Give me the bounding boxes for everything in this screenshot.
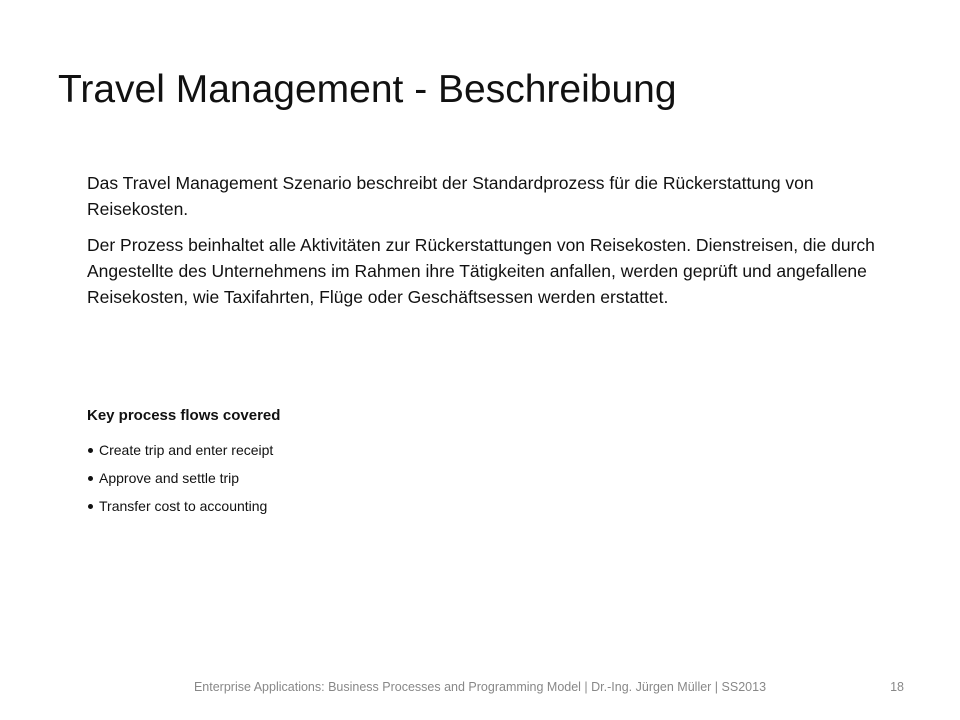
bullet-icon <box>88 476 93 481</box>
flow-item-approve-settle <box>87 464 273 492</box>
bullet-icon <box>88 448 93 453</box>
slide-title: Travel Management - Beschreibung <box>58 68 677 111</box>
flow-item-label: Create trip and enter receipt <box>99 442 274 458</box>
flow-item-create-trip <box>87 436 273 464</box>
bullet-icon <box>88 504 93 509</box>
slide-footer <box>0 677 960 697</box>
process-description-paragraph: Der Prozess beinhaltet alle Aktivitäten zur Rückerstattungen von Reisekosten. Dienstreisen, die durch Angestellte des Unternehmens im Rahmen ihre Tätigkeiten anfallen, werden geprüft und angefallene Reisekosten, wie Taxifahrten, Flüge oder Geschäftsessen werden erstattet. <box>87 235 875 307</box>
slide-body <box>87 170 907 310</box>
flow-item-label: Approve and settle trip <box>99 470 240 486</box>
flow-item-transfer-cost <box>87 492 273 520</box>
flows-heading: Key process flows covered <box>87 407 281 424</box>
flows-list <box>87 436 273 520</box>
footer-text: Enterprise Applications: Business Processes and Programming Model | Dr.-Ing. Jürgen Müller | SS2013 <box>193 680 767 694</box>
page-number: 18 <box>890 680 904 694</box>
intro-paragraph: Das Travel Management Szenario beschreibt der Standardprozess für die Rückerstattung von Reisekosten. <box>87 173 814 219</box>
flow-item-label: Transfer cost to accounting <box>99 498 268 514</box>
